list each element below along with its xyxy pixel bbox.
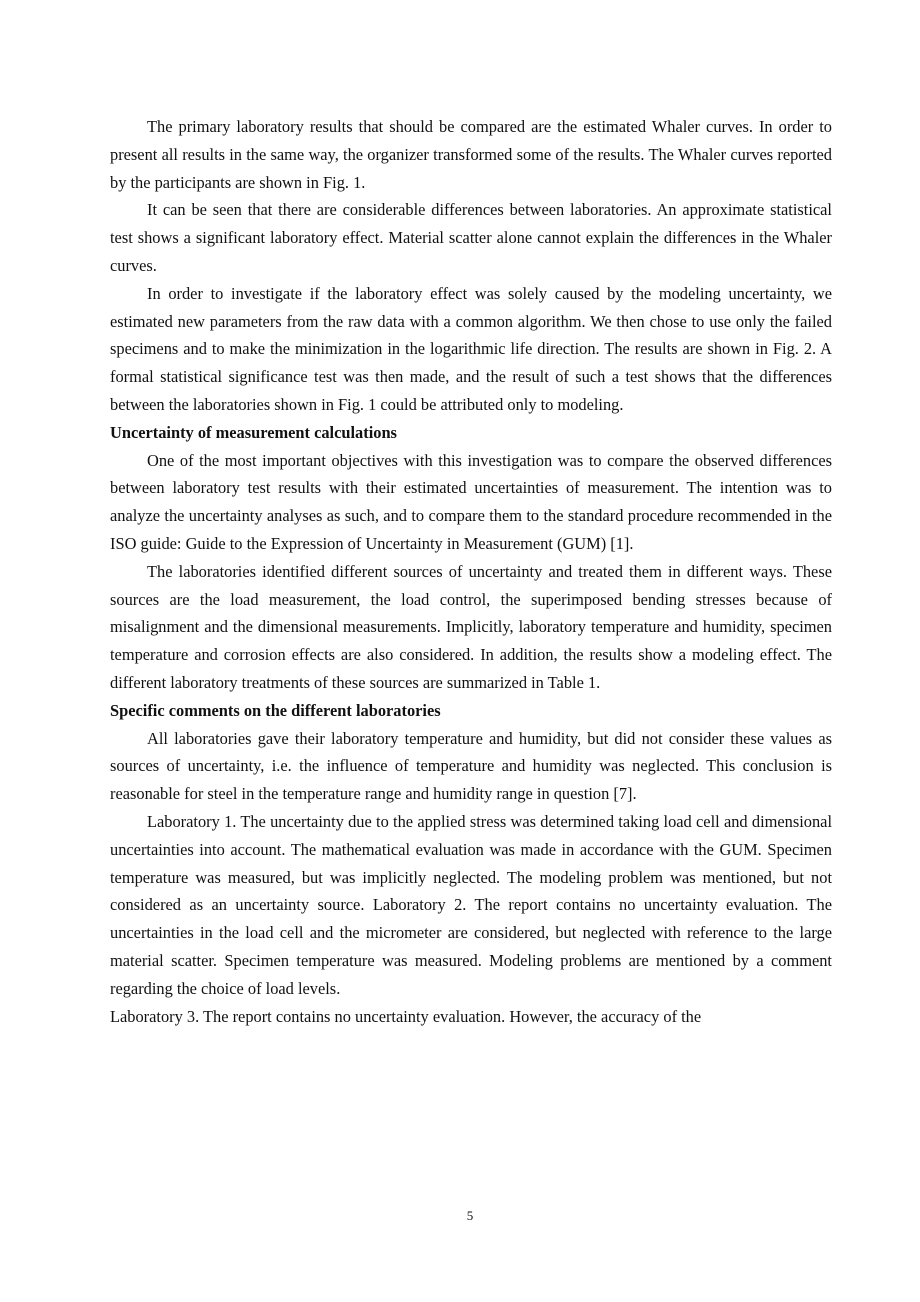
paragraph-objectives: One of the most important objectives with this investigation was to compare the observed differences between laboratory test results with their estimated uncertainties of measurement. The intention was to analyze the uncertainty analyses as such, and to compare them to the standard procedure recommended in the ISO guide: Guide to the Expression of Uncertainty in Measurement (GUM) [1]. [110, 450, 832, 553]
paragraph-modeling-uncertainty: In order to investigate if the laboratory effect was solely caused by the modeling uncertainty, we estimated new parameters from the raw data with a common algorithm. We then chose to use only the failed specimens and to make the minimization in the logarithmic life direction. The results are shown in Fig. 2. A formal statistical significance test was then made, and the result of such a test shows that the differences between the laboratories shown in Fig. 1 could be attributed only to modeling. [110, 283, 832, 414]
section-heading-uncertainty-calculations: Uncertainty of measurement calculations [110, 422, 397, 442]
page-body [110, 113, 832, 1030]
paragraph-temperature-humidity: All laboratories gave their laboratory temperature and humidity, but did not consider these values as sources of uncertainty, i.e. the influence of temperature and humidity was neglected. This conclusion is reasonable for steel in the temperature range and humidity range in question [7]. [110, 728, 832, 804]
paragraph-uncertainty-sources: The laboratories identified different sources of uncertainty and treated them in different ways. These sources are the load measurement, the load control, the superimposed bending stresses because of misalignment and the dimensional measurements. Implicitly, laboratory temperature and humidity, specimen temperature and corrosion effects are also considered. In addition, the results show a modeling effect. The different laboratory treatments of these sources are summarized in Table 1. [110, 561, 832, 692]
paragraph-laboratory-differences: It can be seen that there are considerable differences between laboratories. An approximate statistical test shows a significant laboratory effect. Material scatter alone cannot explain the differences in the Whaler curves. [110, 200, 832, 275]
page-number: 5 [466, 1208, 474, 1223]
paragraph-laboratory-1-2: Laboratory 1. The uncertainty due to the applied stress was determined taking load cell and dimensional uncertainties into account. The mathematical evaluation was made in accordance with the GUM. Specimen temperature was measured, but was implicitly neglected. The modeling problem was mentioned, but not considered as an uncertainty source. Laboratory 2. The report contains no uncertainty evaluation. The uncertainties in the load cell and the micrometer are considered, but neglected with reference to the large material scatter. Specimen temperature was measured. Modeling problems are mentioned by a comment regarding the choice of load levels. [110, 811, 832, 998]
paragraph-whaler-curves: The primary laboratory results that should be compared are the estimated Whaler curves. In order to present all results in the same way, the organizer transformed some of the results. The Whaler curves reported by the participants are shown in Fig. 1. [110, 117, 832, 192]
section-heading-laboratory-comments: Specific comments on the different laboratories [110, 700, 441, 720]
paragraph-laboratory-3: Laboratory 3. The report contains no uncertainty evaluation. However, the accuracy of the [110, 1006, 702, 1026]
